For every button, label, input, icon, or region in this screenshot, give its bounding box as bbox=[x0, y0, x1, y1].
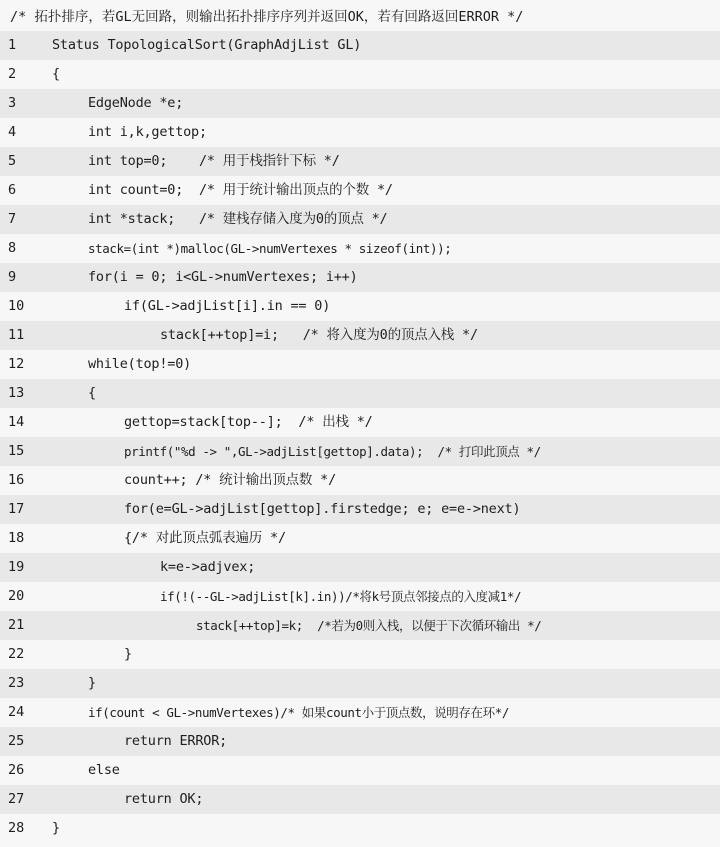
line-number: 7 bbox=[8, 211, 17, 227]
code-text: if(GL->adjList[i].in == 0) bbox=[124, 298, 331, 314]
code-text: } bbox=[88, 675, 96, 691]
code-line bbox=[0, 727, 720, 756]
line-number: 5 bbox=[8, 153, 17, 169]
line-number: 21 bbox=[8, 617, 25, 633]
code-line bbox=[0, 234, 720, 263]
code-text: stack[++top]=i; /* 将入度为0的顶点入栈 */ bbox=[160, 327, 478, 343]
code-text: int count=0; /* 用于统计输出顶点的个数 */ bbox=[88, 182, 393, 198]
line-number: 9 bbox=[8, 269, 17, 285]
code-line bbox=[0, 350, 720, 379]
code-line bbox=[0, 466, 720, 495]
code-text: return OK; bbox=[124, 791, 204, 807]
code-text: } bbox=[52, 820, 60, 836]
code-line bbox=[0, 408, 720, 437]
code-text: EdgeNode *e; bbox=[88, 95, 184, 111]
line-number: 28 bbox=[8, 820, 25, 836]
line-number: 26 bbox=[8, 762, 25, 778]
code-text: return ERROR; bbox=[124, 733, 228, 749]
code-text: { bbox=[88, 385, 96, 401]
code-text: printf("%d -> ",GL->adjList[gettop].data); /* 打印此顶点 */ bbox=[124, 444, 541, 459]
code-line bbox=[0, 582, 720, 611]
code-text: stack=(int *)malloc(GL->numVertexes * sizeof(int)); bbox=[88, 241, 452, 256]
code-line bbox=[0, 60, 720, 89]
code-line bbox=[0, 263, 720, 292]
line-number: 19 bbox=[8, 559, 25, 575]
line-number: 18 bbox=[8, 530, 25, 546]
code-line bbox=[0, 31, 720, 60]
line-number: 3 bbox=[8, 95, 17, 111]
code-text: int *stack; /* 建栈存储入度为0的顶点 */ bbox=[88, 211, 388, 227]
line-number: 23 bbox=[8, 675, 25, 691]
code-text: if(count < GL->numVertexes)/* 如果count小于顶点数，说明存在环*/ bbox=[88, 705, 509, 720]
line-number: 17 bbox=[8, 501, 25, 517]
line-number: 16 bbox=[8, 472, 25, 488]
code-line bbox=[0, 118, 720, 147]
line-number: 2 bbox=[8, 66, 17, 82]
code-text: else bbox=[88, 762, 120, 778]
line-number: 13 bbox=[8, 385, 25, 401]
line-number: 20 bbox=[8, 588, 25, 604]
line-number: 14 bbox=[8, 414, 25, 430]
code-line bbox=[0, 205, 720, 234]
code-line bbox=[0, 495, 720, 524]
code-line bbox=[0, 611, 720, 640]
code-text: int i,k,gettop; bbox=[88, 124, 207, 140]
code-line bbox=[0, 756, 720, 785]
header-comment: /* 拓扑排序，若GL无回路，则输出拓扑排序序列并返回OK，若有回路返回ERROR */ bbox=[10, 9, 524, 25]
code-line bbox=[0, 698, 720, 727]
line-number: 4 bbox=[8, 124, 17, 140]
code-text: while(top!=0) bbox=[88, 356, 192, 372]
code-line bbox=[0, 524, 720, 553]
code-line bbox=[0, 785, 720, 814]
line-number: 11 bbox=[8, 327, 25, 343]
code-text: } bbox=[124, 646, 132, 662]
line-number: 1 bbox=[8, 37, 17, 53]
line-number: 22 bbox=[8, 646, 25, 662]
code-line bbox=[0, 553, 720, 582]
line-number: 24 bbox=[8, 704, 25, 720]
code-line bbox=[0, 89, 720, 118]
code-line bbox=[0, 669, 720, 698]
line-number: 25 bbox=[8, 733, 25, 749]
line-number: 6 bbox=[8, 182, 17, 198]
code-text: if(!(--GL->adjList[k].in))/*将k号顶点邻接点的入度减1*/ bbox=[160, 589, 522, 604]
code-line bbox=[0, 321, 720, 350]
code-line bbox=[0, 147, 720, 176]
code-text: Status TopologicalSort(GraphAdjList GL) bbox=[52, 37, 362, 53]
code-text: count++; /* 统计输出顶点数 */ bbox=[124, 472, 337, 488]
code-line bbox=[0, 437, 720, 466]
line-number: 8 bbox=[8, 240, 17, 256]
line-number: 15 bbox=[8, 443, 25, 459]
line-number: 27 bbox=[8, 791, 25, 807]
code-line bbox=[0, 292, 720, 321]
code-text: gettop=stack[top--]; /* 出栈 */ bbox=[124, 414, 373, 430]
code-line bbox=[0, 176, 720, 205]
code-text: for(e=GL->adjList[gettop].firstedge; e; e=e->next) bbox=[124, 501, 521, 517]
code-line bbox=[0, 379, 720, 408]
code-text: int top=0; /* 用于栈指针下标 */ bbox=[88, 153, 340, 169]
line-number: 10 bbox=[8, 298, 25, 314]
code-line bbox=[0, 814, 720, 843]
code-line bbox=[0, 640, 720, 669]
code-text: stack[++top]=k; /*若为0则入栈，以便于下次循环输出 */ bbox=[196, 618, 542, 633]
code-text: { bbox=[52, 66, 60, 82]
code-text: {/* 对此顶点弧表遍历 */ bbox=[124, 530, 286, 546]
line-number: 12 bbox=[8, 356, 25, 372]
code-text: for(i = 0; i<GL->numVertexes; i++) bbox=[88, 269, 358, 285]
code-text: k=e->adjvex; bbox=[160, 559, 256, 575]
